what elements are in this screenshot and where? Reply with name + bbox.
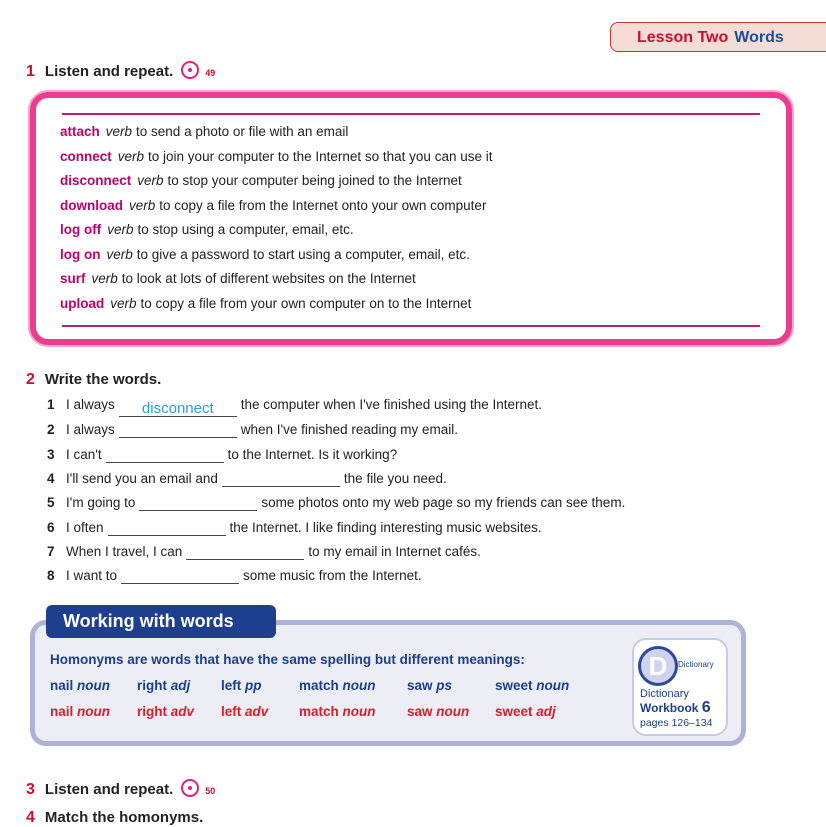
ex3-heading bbox=[26, 779, 215, 799]
homonym bbox=[495, 704, 556, 719]
homonym bbox=[50, 678, 110, 693]
lesson-tab bbox=[610, 22, 826, 52]
sentence-number: 1 bbox=[47, 397, 55, 412]
sentence-before: I want to bbox=[66, 568, 118, 584]
dictionary-logo-text: Dictionary bbox=[678, 660, 714, 669]
vocab-word: log on bbox=[60, 246, 101, 262]
workbook-label: Workbook bbox=[640, 701, 699, 715]
dictionary-reference bbox=[632, 638, 728, 736]
homonym-pos: noun bbox=[342, 704, 376, 719]
homonym-word: right bbox=[137, 704, 167, 719]
ex3-title: Listen and repeat. bbox=[44, 781, 174, 798]
pages-ref: pages 126–134 bbox=[640, 717, 713, 729]
answer-blank[interactable] bbox=[139, 494, 257, 511]
sentence-before: I can't bbox=[66, 446, 102, 462]
homonym-pos: adj bbox=[170, 678, 191, 693]
sentence bbox=[47, 446, 397, 463]
vocab-entry bbox=[60, 198, 486, 213]
part-of-speech: verb bbox=[107, 222, 134, 237]
sentence-before: I'll send you an email and bbox=[66, 470, 218, 486]
homonym-word: match bbox=[299, 678, 339, 693]
homonym-pos: adv bbox=[245, 704, 269, 719]
homonym bbox=[221, 704, 268, 719]
answer-blank[interactable]: disconnect bbox=[119, 400, 237, 417]
sentence-after: to my email in Internet cafés. bbox=[308, 543, 481, 559]
homonym-pos: pp bbox=[245, 678, 262, 693]
vocab-entry bbox=[60, 247, 470, 262]
part-of-speech: verb bbox=[129, 197, 156, 213]
ex4-heading bbox=[26, 809, 203, 827]
sentence bbox=[47, 494, 625, 511]
vocab-word: attach bbox=[60, 124, 100, 139]
vocab-entry bbox=[60, 149, 492, 164]
sentence bbox=[47, 543, 481, 560]
vocab-entry bbox=[60, 124, 348, 139]
homonym-word: saw bbox=[407, 678, 433, 693]
homonym-word: sweet bbox=[495, 704, 533, 719]
vocabulary-box bbox=[30, 92, 792, 345]
homonym-pos: noun bbox=[77, 678, 111, 693]
sentence-number: 5 bbox=[47, 495, 55, 511]
part-of-speech: verb bbox=[117, 148, 145, 164]
answer-blank[interactable] bbox=[108, 519, 226, 536]
vocab-entry bbox=[60, 296, 471, 311]
sentence-number: 4 bbox=[47, 470, 55, 486]
magnifier-icon: D bbox=[638, 646, 678, 686]
definition: to copy a file from the Internet onto your own computer bbox=[159, 197, 487, 213]
ex2-number: 2 bbox=[26, 371, 35, 388]
definition: to send a photo or file with an email bbox=[136, 124, 349, 139]
part-of-speech: verb bbox=[110, 295, 137, 311]
homonym-pos: noun bbox=[536, 678, 570, 693]
lesson-label: Lesson Two bbox=[637, 29, 729, 46]
ex4-title: Match the homonyms. bbox=[44, 809, 204, 826]
homonym-word: sweet bbox=[495, 678, 533, 693]
homonym-pos: noun bbox=[436, 704, 470, 719]
sentence-number: 8 bbox=[47, 568, 55, 584]
part-of-speech: verb bbox=[106, 246, 133, 262]
sentence-after: some music from the Internet. bbox=[243, 568, 422, 584]
ex1-number: 1 bbox=[26, 63, 35, 80]
homonym-pos: adj bbox=[536, 704, 556, 719]
ex1-title: Listen and repeat. bbox=[44, 63, 174, 80]
vocab-word: download bbox=[60, 197, 123, 213]
homonym-pos: noun bbox=[342, 678, 376, 693]
vocab-entry bbox=[60, 271, 416, 286]
homonym-pos: adv bbox=[170, 704, 195, 719]
divider bbox=[62, 113, 760, 115]
vocab-entry bbox=[60, 222, 354, 237]
sentence-before: I often bbox=[66, 519, 104, 535]
sentence-after: the Internet. I like finding interesting music websites. bbox=[229, 519, 542, 535]
homonym-pos: noun bbox=[77, 704, 111, 719]
homonym bbox=[137, 678, 190, 693]
ex1-heading bbox=[26, 61, 215, 81]
sentence-before: I always bbox=[66, 397, 115, 412]
homonym bbox=[407, 704, 469, 719]
definition: to give a password to start using a computer, email, etc. bbox=[136, 246, 470, 262]
vocab-word: log off bbox=[60, 222, 102, 237]
sentence-number: 7 bbox=[47, 543, 55, 559]
ex3-number: 3 bbox=[26, 781, 35, 798]
definition: to join your computer to the Internet so that you can use it bbox=[148, 148, 493, 164]
homonym bbox=[495, 678, 569, 693]
sentence-before: I'm going to bbox=[66, 495, 136, 511]
answer-blank[interactable] bbox=[119, 421, 237, 438]
ex2-title: Write the words. bbox=[44, 371, 162, 388]
lesson-title: Words bbox=[734, 29, 784, 46]
definition: to stop your computer being joined to the Internet bbox=[167, 173, 462, 188]
sentence bbox=[47, 567, 422, 584]
sentence bbox=[47, 519, 542, 536]
sentence bbox=[47, 421, 458, 438]
definition: to copy a file from your own computer on to the Internet bbox=[140, 295, 472, 311]
working-with-words-title: Working with words bbox=[46, 605, 276, 638]
homonym-pos: ps bbox=[436, 678, 453, 693]
sentence-after: to the Internet. Is it working? bbox=[227, 446, 398, 462]
sentence-before: When I travel, I can bbox=[66, 543, 183, 559]
homonym bbox=[407, 678, 452, 693]
homonym-word: nail bbox=[50, 704, 74, 719]
ex2-heading bbox=[26, 371, 161, 389]
sentence-number: 2 bbox=[47, 422, 55, 438]
sentence bbox=[47, 470, 447, 487]
homonym-word: left bbox=[221, 678, 242, 693]
sentence-after: when I've finished reading my email. bbox=[240, 422, 458, 438]
track-number: 49 bbox=[205, 68, 216, 78]
homonyms-intro: Homonyms are words that have the same spelling but different meanings: bbox=[50, 652, 525, 667]
track-number: 50 bbox=[205, 786, 216, 796]
sentence-number: 6 bbox=[47, 519, 55, 535]
homonym bbox=[221, 678, 262, 693]
answer-blank[interactable] bbox=[186, 543, 304, 560]
sentence-before: I always bbox=[66, 422, 115, 438]
vocab-entry bbox=[60, 173, 462, 188]
divider bbox=[62, 325, 760, 327]
answer-blank[interactable] bbox=[222, 470, 340, 487]
audio-cd-icon[interactable] bbox=[181, 61, 199, 79]
audio-cd-icon[interactable] bbox=[181, 779, 199, 797]
part-of-speech: verb bbox=[105, 124, 133, 139]
homonym bbox=[299, 704, 376, 719]
answer-blank[interactable] bbox=[121, 567, 239, 584]
sentence-number: 3 bbox=[47, 446, 55, 462]
sentence bbox=[47, 397, 542, 417]
homonym bbox=[50, 704, 110, 719]
homonym bbox=[299, 678, 376, 693]
workbook-number: 6 bbox=[701, 699, 711, 716]
dictionary-label: Dictionary bbox=[640, 688, 689, 700]
definition: to look at lots of different websites on the Internet bbox=[121, 271, 416, 286]
vocab-word: surf bbox=[60, 271, 86, 286]
definition: to stop using a computer, email, etc. bbox=[137, 222, 354, 237]
homonym-word: right bbox=[137, 678, 167, 693]
sentence-after: the computer when I've finished using the Internet. bbox=[240, 397, 543, 412]
ex4-number: 4 bbox=[26, 809, 35, 826]
sentence-after: some photos onto my web page so my friends can see them. bbox=[261, 495, 626, 511]
homonym-word: nail bbox=[50, 678, 74, 693]
homonym-word: left bbox=[221, 704, 242, 719]
vocab-word: disconnect bbox=[60, 173, 132, 188]
homonym-word: saw bbox=[407, 704, 433, 719]
part-of-speech: verb bbox=[91, 271, 118, 286]
vocab-word: upload bbox=[60, 295, 105, 311]
homonym-word: match bbox=[299, 704, 339, 719]
answer-blank[interactable] bbox=[106, 446, 224, 463]
sentence-after: the file you need. bbox=[343, 470, 447, 486]
vocab-word: connect bbox=[60, 148, 112, 164]
homonym bbox=[137, 704, 194, 719]
part-of-speech: verb bbox=[137, 173, 164, 188]
